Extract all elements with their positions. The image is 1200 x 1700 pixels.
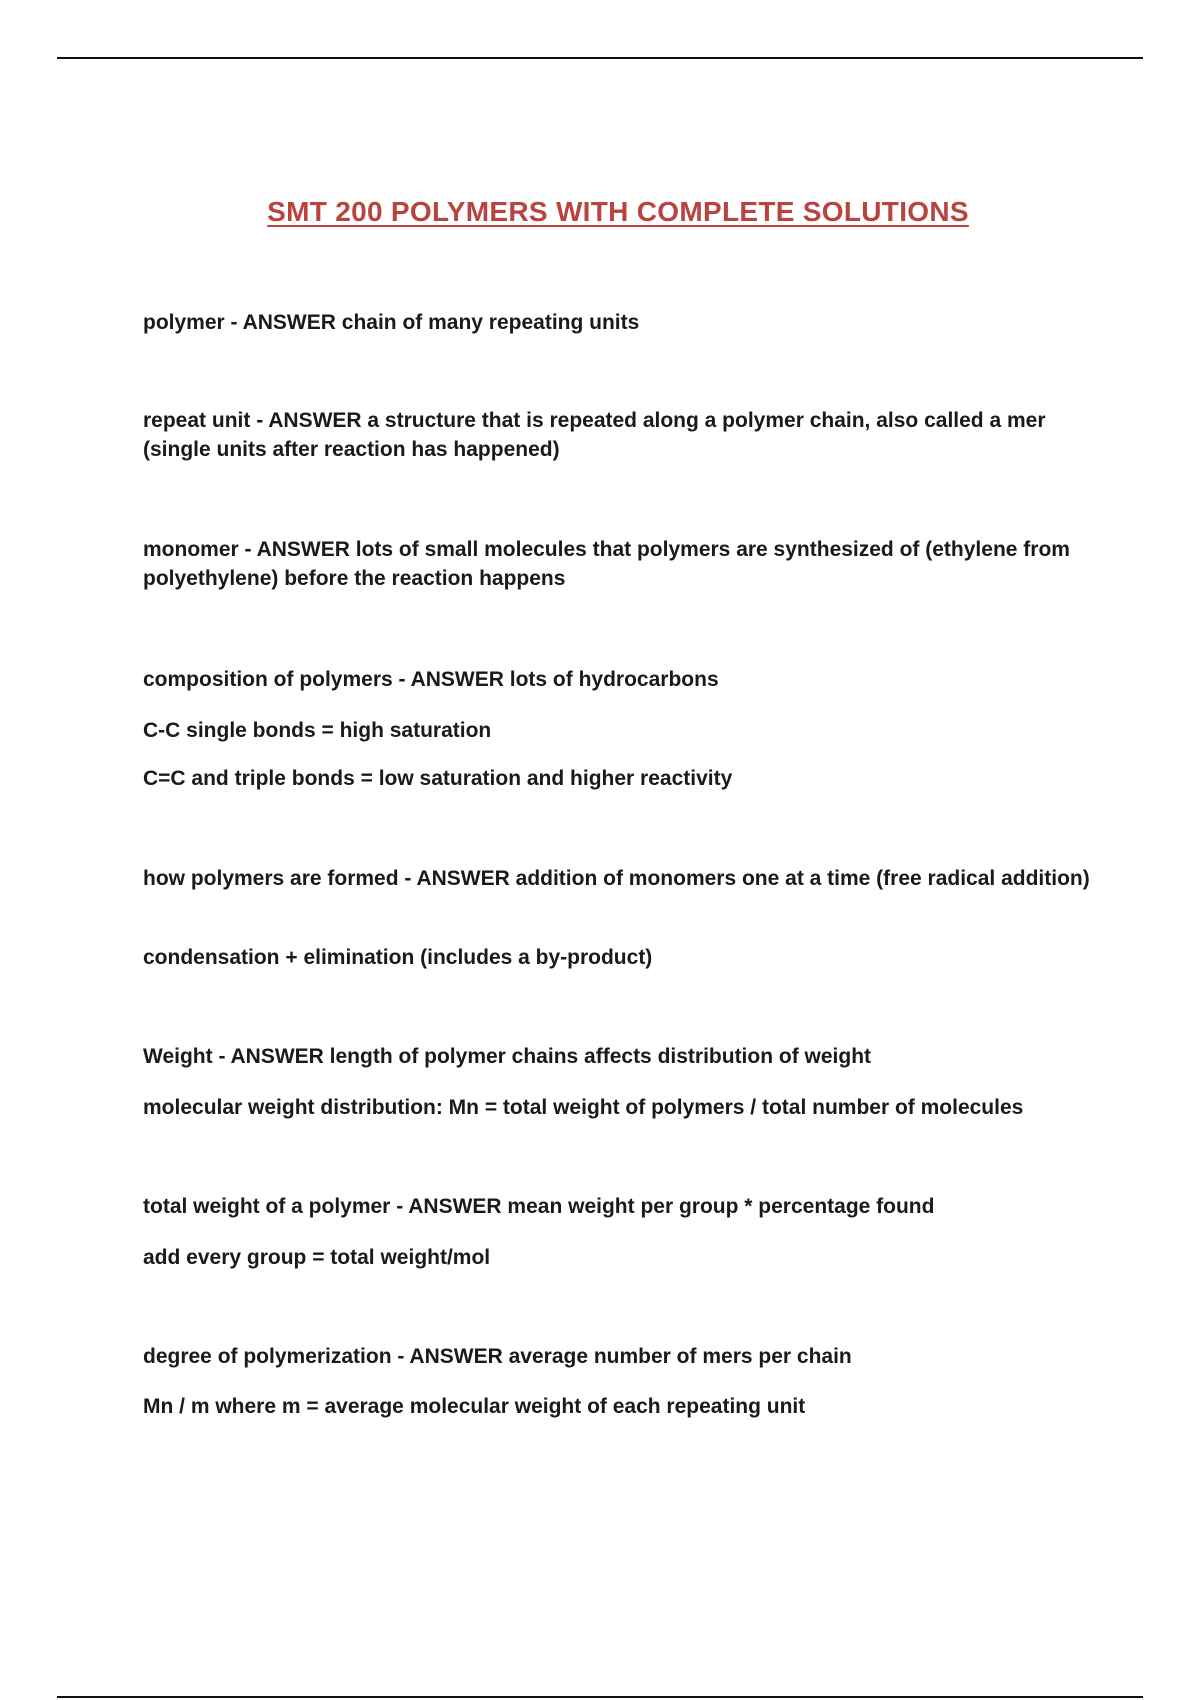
entry-formation bbox=[143, 864, 1093, 893]
entry-composition bbox=[143, 665, 1093, 694]
answer-separator: - ANSWER bbox=[391, 1345, 509, 1368]
answer-separator: - ANSWER bbox=[250, 409, 368, 432]
top-rule bbox=[57, 57, 1143, 59]
entry-answer: mean weight per group * percentage found bbox=[507, 1195, 935, 1218]
entry-composition-note: C-C single bonds = high saturation bbox=[143, 719, 492, 742]
entry-term: how polymers are formed bbox=[143, 867, 399, 890]
document-title: SMT 200 POLYMERS WITH COMPLETE SOLUTIONS bbox=[267, 196, 969, 227]
entry-term: composition of polymers bbox=[143, 668, 393, 691]
entry-answer: chain of many repeating units bbox=[341, 311, 640, 334]
bottom-rule bbox=[57, 1696, 1143, 1698]
answer-separator: - ANSWER bbox=[238, 538, 356, 561]
answer-separator: - ANSWER bbox=[390, 1195, 508, 1218]
answer-separator: - ANSWER bbox=[392, 668, 510, 691]
entry-term: total weight of a polymer bbox=[143, 1195, 391, 1218]
entry-term: monomer bbox=[143, 538, 239, 561]
entry-repeat-unit bbox=[143, 406, 1093, 464]
entry-weight bbox=[143, 1042, 1093, 1071]
entry-monomer bbox=[143, 535, 1093, 593]
entry-formation-note: condensation + elimination (includes a by-product) bbox=[143, 946, 653, 969]
entry-degree-polymerization bbox=[143, 1342, 1093, 1371]
entry-degree-polymerization-note: Mn / m where m = average molecular weight of each repeating unit bbox=[143, 1395, 806, 1418]
entry-total-weight-note: add every group = total weight/mol bbox=[143, 1246, 491, 1269]
answer-separator: - ANSWER bbox=[224, 311, 342, 334]
entry-weight-note: molecular weight distribution: Mn = total weight of polymers / total number of molecules bbox=[143, 1096, 1024, 1119]
entry-term: polymer bbox=[143, 311, 225, 334]
entry-answer: length of polymer chains affects distribution of weight bbox=[329, 1045, 872, 1068]
entry-answer: lots of small molecules that polymers are synthesized of (ethylene from polyethylene) before the reaction happens bbox=[143, 538, 1070, 590]
answer-separator: - ANSWER bbox=[212, 1045, 330, 1068]
answer-separator: - ANSWER bbox=[398, 867, 516, 890]
entry-term: Weight bbox=[143, 1045, 213, 1068]
entry-answer: a structure that is repeated along a polymer chain, also called a mer (single units after reaction has happened) bbox=[143, 409, 1046, 461]
entry-term: repeat unit bbox=[143, 409, 251, 432]
entry-composition-note: C=C and triple bonds = low saturation and higher reactivity bbox=[143, 767, 733, 790]
entry-total-weight bbox=[143, 1192, 1093, 1221]
entry-term: degree of polymerization bbox=[143, 1345, 392, 1368]
entry-answer: addition of monomers one at a time (free radical addition) bbox=[515, 867, 1090, 890]
entry-polymer bbox=[143, 308, 1093, 337]
entry-answer: average number of mers per chain bbox=[508, 1345, 852, 1368]
entry-answer: lots of hydrocarbons bbox=[509, 668, 719, 691]
